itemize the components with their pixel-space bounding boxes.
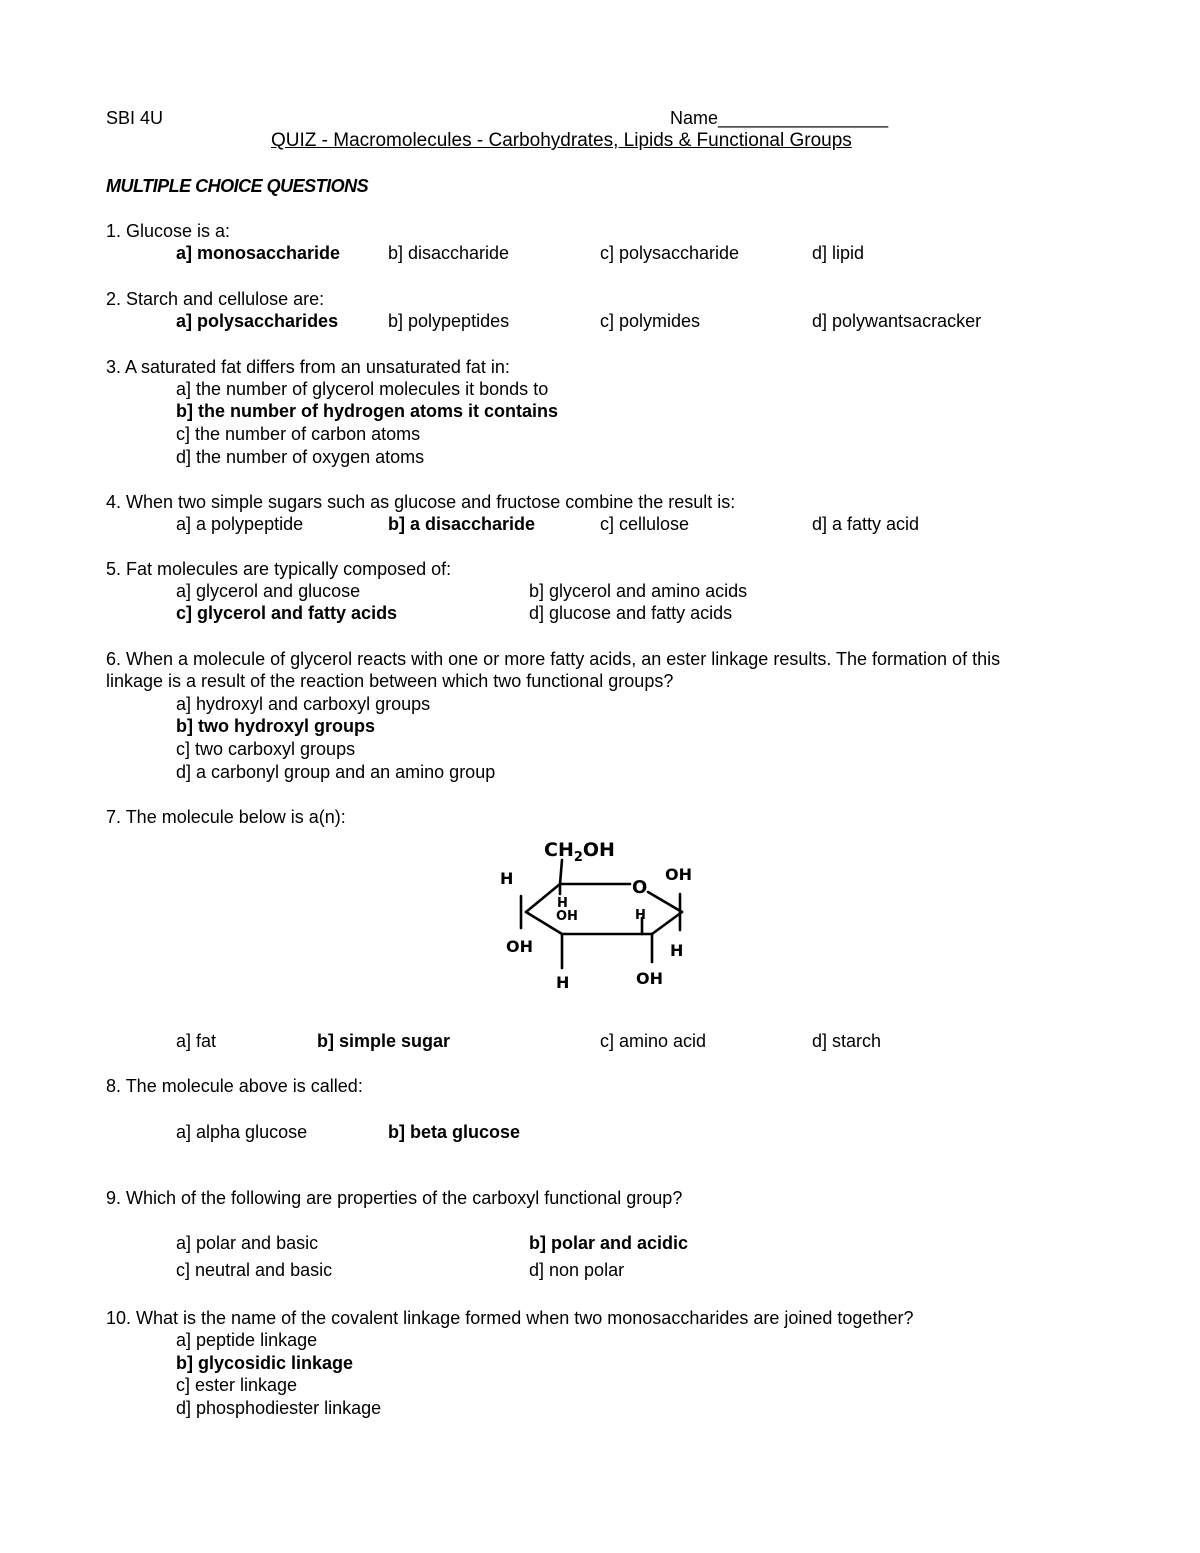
q10-option-a: a] peptide linkage <box>176 1330 318 1350</box>
q5-option-c: c] glycerol and fatty acids <box>176 603 398 623</box>
q7-option-d: d] starch <box>812 1031 882 1051</box>
q1-option-c: c] polysaccharide <box>600 243 740 263</box>
q9-option-b: b] polar and acidic <box>529 1233 689 1253</box>
name-field: Name_________________ <box>670 108 889 128</box>
question-3: 3. A saturated fat differs from an unsaturated fat in: <box>106 357 510 377</box>
glucose-molecule-diagram <box>490 832 720 1002</box>
q4-option-b: b] a disaccharide <box>388 514 536 534</box>
q6-option-c: c] two carboxyl groups <box>176 739 356 759</box>
q4-option-c: c] cellulose <box>600 514 690 534</box>
label-ring-oxygen: O <box>632 877 648 898</box>
question-6-line-2: linkage is a result of the reaction between which two functional groups? <box>106 671 674 691</box>
q6-option-d: d] a carbonyl group and an amino group <box>176 762 496 782</box>
label-h-inner-1: H <box>557 896 568 911</box>
q7-option-b: b] simple sugar <box>317 1031 451 1051</box>
q1-option-a: a] monosaccharide <box>176 243 341 263</box>
q3-option-a: a] the number of glycerol molecules it bonds to <box>176 379 549 399</box>
q1-option-d: d] lipid <box>812 243 865 263</box>
label-oh-bottom: OH <box>636 969 663 988</box>
label-h-right: H <box>670 941 684 960</box>
label-h-bottom: H <box>556 973 570 992</box>
q1-option-b: b] disaccharide <box>388 243 510 263</box>
question-4: 4. When two simple sugars such as glucose and fructose combine the result is: <box>106 492 736 512</box>
q8-option-b: b] beta glucose <box>388 1122 521 1142</box>
section-heading: MULTIPLE CHOICE QUESTIONS <box>106 176 369 196</box>
q9-option-d: d] non polar <box>529 1260 625 1280</box>
course-code: SBI 4U <box>106 108 164 128</box>
label-ch2oh: $CH_2OH$ <box>544 839 615 865</box>
q7-option-a: a] fat <box>176 1031 217 1051</box>
question-7: 7. The molecule below is a(n): <box>106 807 346 827</box>
quiz-title: QUIZ - Macromolecules - Carbohydrates, Lipids & Functional Groups <box>271 130 852 151</box>
bond-c1-c2 <box>652 912 682 934</box>
q6-option-b: b] two hydroxyl groups <box>176 716 376 736</box>
q10-option-d: d] phosphodiester linkage <box>176 1398 382 1418</box>
q5-option-a: a] glycerol and glucose <box>176 581 361 601</box>
q3-option-c: c] the number of carbon atoms <box>176 424 421 444</box>
bond-c4-c5 <box>526 884 560 912</box>
question-2: 2. Starch and cellulose are: <box>106 289 325 309</box>
question-8: 8. The molecule above is called: <box>106 1076 363 1096</box>
label-h-left: H <box>500 869 514 888</box>
q10-option-b: b] glycosidic linkage <box>176 1353 354 1373</box>
label-oh-left: OH <box>506 937 533 956</box>
q9-option-a: a] polar and basic <box>176 1233 319 1253</box>
q3-option-b: b] the number of hydrogen atoms it contains <box>176 401 559 421</box>
question-5: 5. Fat molecules are typically composed of: <box>106 559 452 579</box>
q3-option-d: d] the number of oxygen atoms <box>176 447 425 467</box>
question-1: 1. Glucose is a: <box>106 221 231 241</box>
q2-option-d: d] polywantsacracker <box>812 311 982 331</box>
q2-option-b: b] polypeptides <box>388 311 510 331</box>
label-oh-right: OH <box>665 865 692 884</box>
q4-option-a: a] a polypeptide <box>176 514 304 534</box>
question-6-line-1: 6. When a molecule of glycerol reacts with one or more fatty acids, an ester linkage results. The formation of this <box>106 649 1001 669</box>
q2-option-a: a] polysaccharides <box>176 311 339 331</box>
q7-option-c: c] amino acid <box>600 1031 707 1051</box>
question-10: 10. What is the name of the covalent linkage formed when two monosaccharides are joined together? <box>106 1308 914 1328</box>
label-oh-inner: OH <box>556 909 578 924</box>
q2-option-c: c] polymides <box>600 311 701 331</box>
q9-option-c: c] neutral and basic <box>176 1260 333 1280</box>
q5-option-b: b] glycerol and amino acids <box>529 581 748 601</box>
q5-option-d: d] glucose and fatty acids <box>529 603 733 623</box>
q4-option-d: d] a fatty acid <box>812 514 920 534</box>
bond-ch2oh <box>560 860 562 884</box>
q6-option-a: a] hydroxyl and carboxyl groups <box>176 694 431 714</box>
label-h-inner-2: H <box>635 908 646 923</box>
bond-o-c1 <box>648 892 682 912</box>
q8-option-a: a] alpha glucose <box>176 1122 308 1142</box>
q10-option-c: c] ester linkage <box>176 1375 298 1395</box>
question-9: 9. Which of the following are properties of the carboxyl functional group? <box>106 1188 683 1208</box>
